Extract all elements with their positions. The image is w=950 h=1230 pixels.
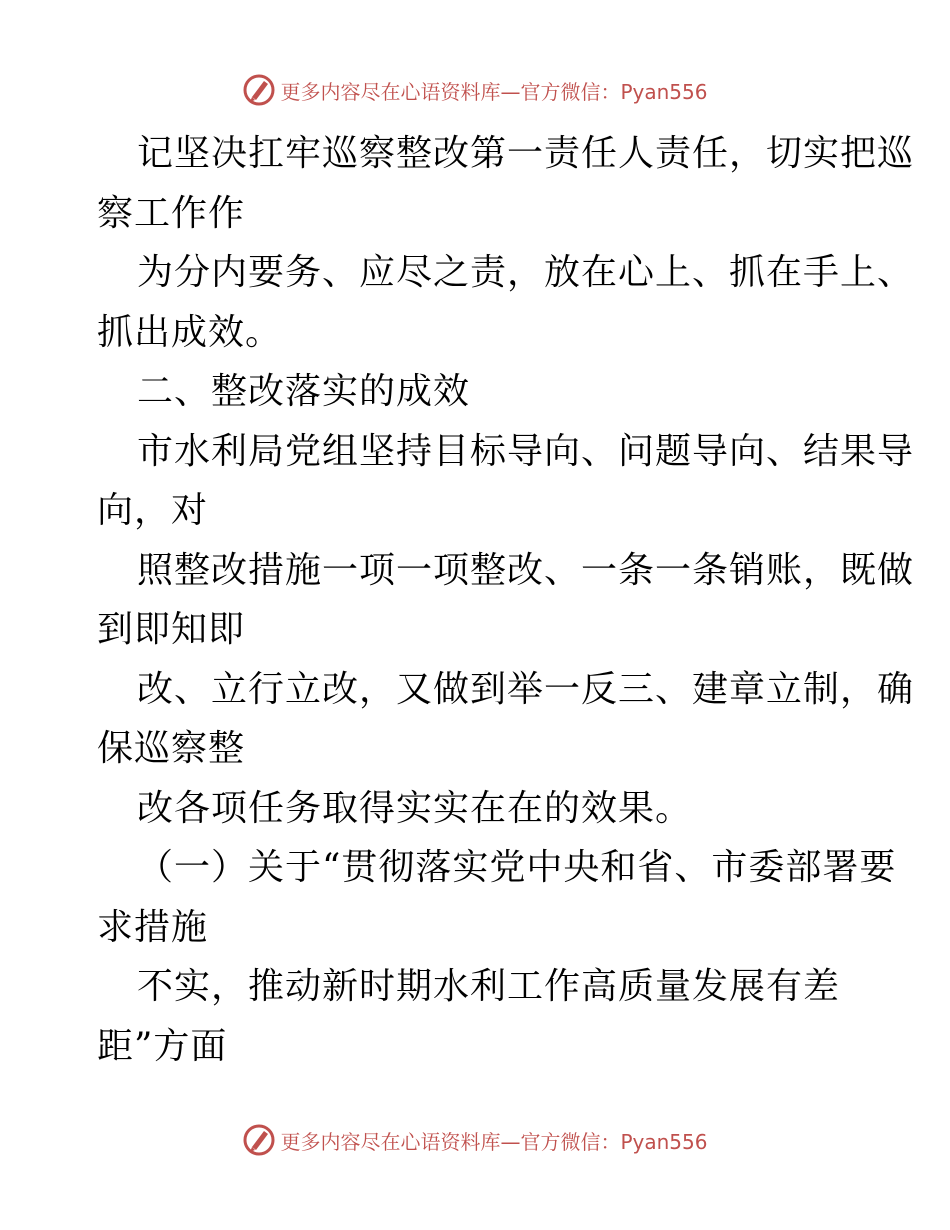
text-line: 照整改措施一项一项整改、一条一条销账，既做 <box>137 549 915 591</box>
section-heading: 二、整改落实的成效 <box>137 371 471 412</box>
text-line: 察工作作 <box>97 192 246 234</box>
text-line: 改各项任务取得实实在在的效果。 <box>137 787 693 829</box>
text-line: 向，对 <box>97 490 209 531</box>
text-line: 记坚决扛牢巡察整改第一责任人责任，切实把巡 <box>137 133 915 174</box>
text-line: 为分内要务、应尽之责，放在心上、抓在手上、 <box>137 252 915 293</box>
text-line: 不实，推动新时期水利工作高质量发展有差 <box>137 966 841 1007</box>
watermark-text: 更多内容尽在心语资料库—官方微信：Pyan556 <box>280 1129 708 1154</box>
text-line: 求措施 <box>97 906 209 948</box>
document-body <box>97 124 915 1076</box>
watermark-text: 更多内容尽在心语资料库—官方微信：Pyan556 <box>280 79 708 104</box>
footer-watermark <box>0 1120 950 1160</box>
text-line: 距”方面 <box>97 1025 228 1067</box>
text-line: 抓出成效。 <box>97 311 283 353</box>
text-line: 市水利局党组坚持目标导向、问题导向、结果导 <box>137 430 915 472</box>
header-watermark <box>0 70 950 110</box>
pen-logo-icon <box>242 73 276 107</box>
pen-logo-icon <box>242 1123 276 1157</box>
text-line: 保巡察整 <box>97 728 246 769</box>
text-line: 到即知即 <box>97 609 246 650</box>
subsection-heading: （一）关于“贯彻落实党中央和省、市委部署要 <box>137 847 897 888</box>
text-line: 改、立行立改，又做到举一反三、建章立制，确 <box>137 668 915 710</box>
